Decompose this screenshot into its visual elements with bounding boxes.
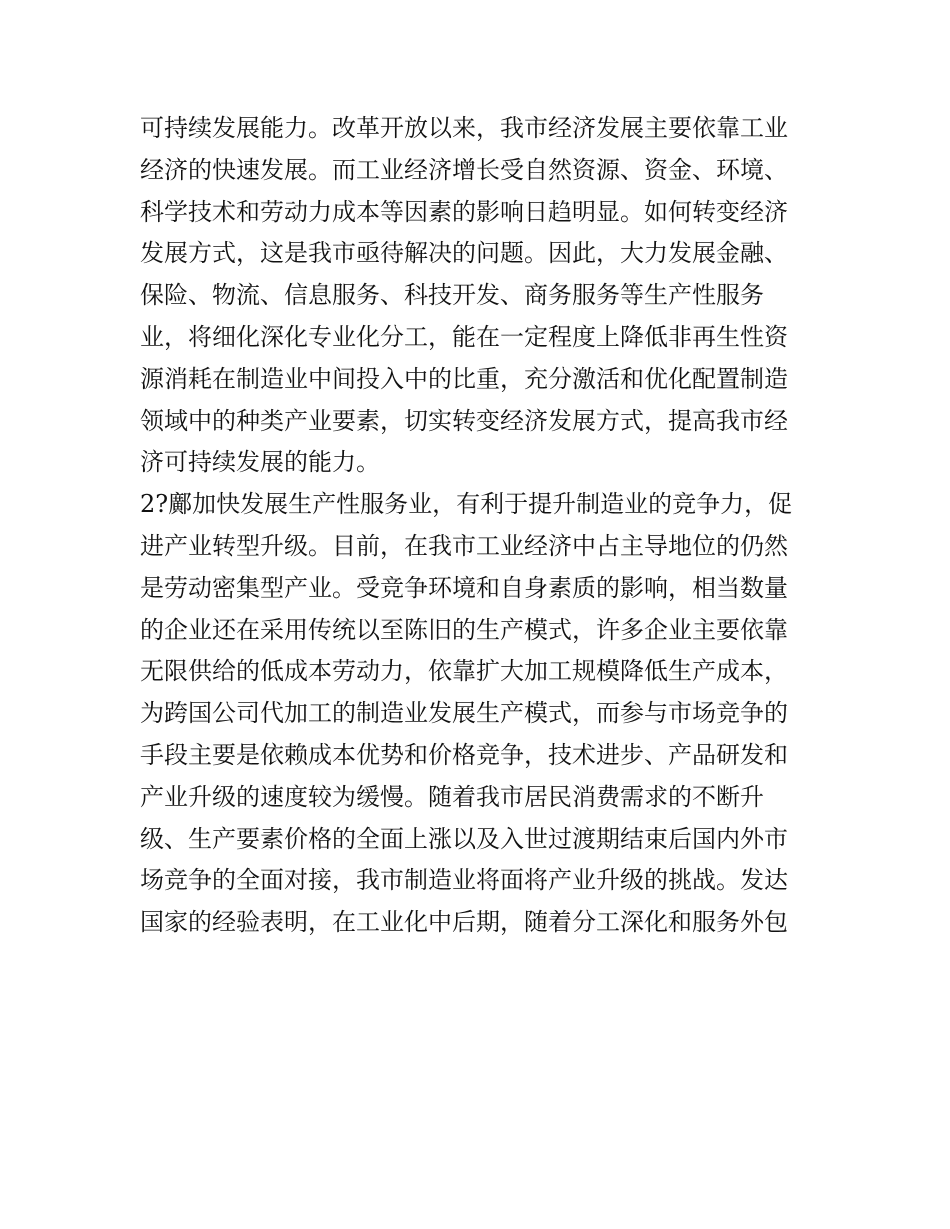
text-line: 可持续发展能力。改革开放以来，我市经济发展主要依靠工业 <box>140 114 788 142</box>
text-line: 是劳动密集型产业。受竞争环境和自身素质的影响，相当数量 <box>140 573 788 602</box>
text-line: 无限供给的低成本劳动力，依靠扩大加工规模降低生产成本， <box>140 657 788 686</box>
text-line: 产业升级的速度较为缓慢。随着我市居民消费需求的不断升 <box>140 782 764 811</box>
text-line: 保险、物流、信息服务、科技开发、商务服务等生产性服务 <box>140 281 764 310</box>
text-line: 业，将细化深化专业化分工，能在一定程度上降低非再生性资 <box>140 322 788 351</box>
text-line: 的企业还在采用传统以至陈旧的生产模式，许多企业主要依靠 <box>140 615 788 644</box>
text-line: 2?鄺加快发展生产性服务业，有利于提升制造业的竞争力，促 <box>140 490 793 519</box>
text-line: 国家的经验表明，在工业化中后期，随着分工深化和服务外包 <box>140 908 788 937</box>
text-line: 源消耗在制造业中间投入中的比重，充分激活和优化配置制造 <box>140 364 788 393</box>
body-text <box>140 108 820 944</box>
text-line: 科学技术和劳动力成本等因素的影响日趋明显。如何转变经济 <box>140 197 788 226</box>
text-line: 手段主要是依赖成本优势和价格竞争，技术进步、产品研发和 <box>140 740 788 769</box>
text-line: 进产业转型升级。目前，在我市工业经济中占主导地位的仍然 <box>140 531 788 560</box>
text-line: 发展方式，这是我市亟待解决的问题。因此，大力发展金融、 <box>140 239 788 268</box>
text-line: 领域中的种类产业要素，切实转变经济发展方式，提高我市经 <box>140 406 788 435</box>
text-line: 级、生产要素价格的全面上涨以及入世过渡期结束后国内外市 <box>140 824 788 853</box>
text-line: 经济的快速发展。而工业经济增长受自然资源、资金、环境、 <box>140 155 788 184</box>
text-line: 济可持续发展的能力。 <box>140 448 380 477</box>
text-line: 场竞争的全面对接，我市制造业将面将产业升级的挑战。发达 <box>140 866 788 895</box>
text-line: 为跨国公司代加工的制造业发展生产模式，而参与市场竞争的 <box>140 699 788 728</box>
